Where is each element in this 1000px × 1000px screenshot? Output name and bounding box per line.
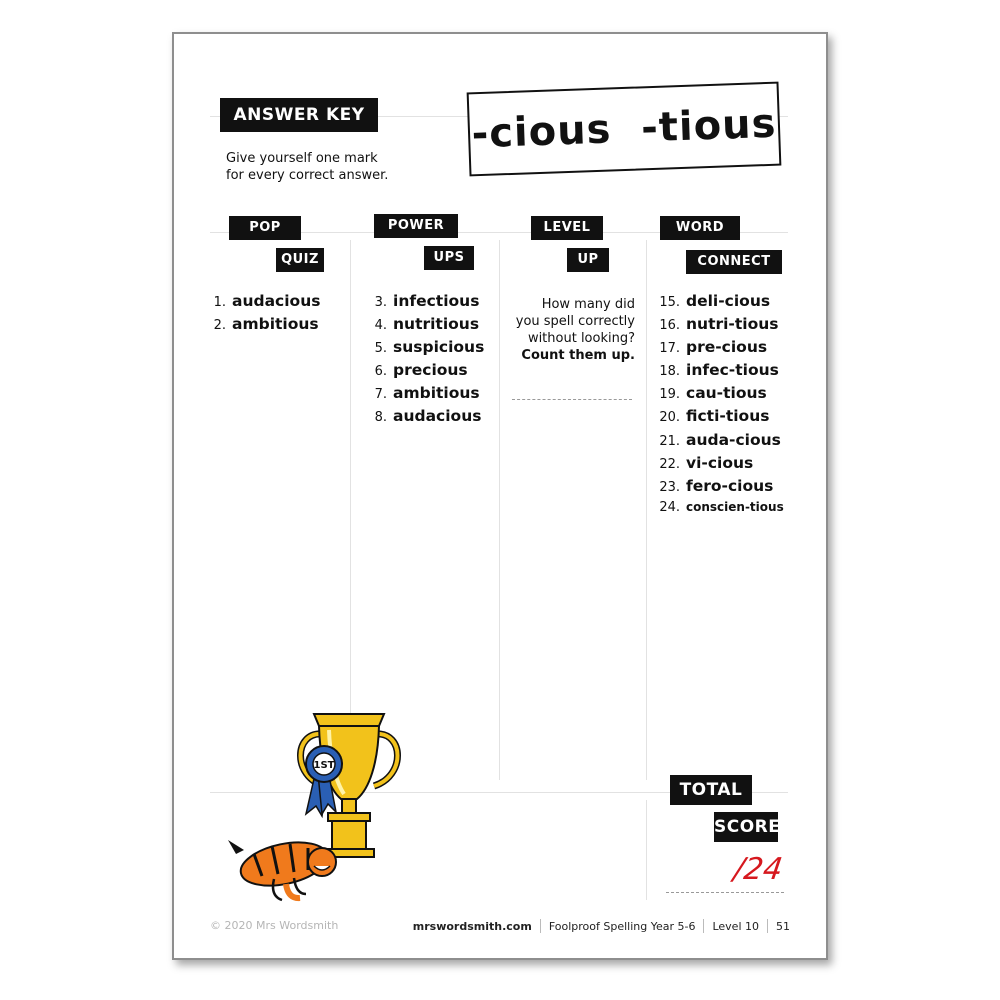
list-item: 15. deli-cious xyxy=(659,292,771,310)
word-tag: WORD xyxy=(660,216,740,240)
ribbon-label: 1ST xyxy=(313,760,335,771)
column-divider-1 xyxy=(350,240,351,780)
footer-info xyxy=(413,919,790,933)
list-item: 20. ficti-tious xyxy=(659,407,770,426)
column-divider-3 xyxy=(646,240,647,780)
list-item: 2. ambitious xyxy=(213,315,319,334)
list-item: 22. vi-cious xyxy=(659,453,754,472)
footer-divider xyxy=(540,919,541,933)
score-line xyxy=(666,892,784,893)
intro-text xyxy=(226,150,426,184)
column-divider-2 xyxy=(499,240,500,780)
list-item: 5. suspicious xyxy=(374,338,485,357)
list-item: 16. nutri-tious xyxy=(659,315,779,334)
power-ups-answers xyxy=(363,292,484,431)
list-item: 24. conscien-tious xyxy=(659,499,784,515)
up-tag: UP xyxy=(567,248,609,272)
list-item: 19. cau-tious xyxy=(659,384,767,403)
footer-site: mrswordsmith.com xyxy=(412,919,532,933)
list-item: 17. pre-cious xyxy=(659,338,768,357)
suffix-title: -cious -tious xyxy=(470,100,778,158)
power-tag: POWER xyxy=(374,214,458,238)
intro-line-1: Give yourself one mark xyxy=(226,151,378,166)
worksheet-page xyxy=(172,32,828,960)
score-tag: SCORE xyxy=(714,812,778,842)
list-item: 18. infec-tious xyxy=(659,361,779,380)
pop-quiz-answers xyxy=(202,292,320,338)
list-item: 23. fero-cious xyxy=(659,476,774,495)
footer-book: Foolproof Spelling Year 5-6 xyxy=(548,919,696,933)
level-up-answer-line xyxy=(512,399,632,400)
footer-divider xyxy=(703,919,704,933)
connect-tag: CONNECT xyxy=(686,250,782,274)
footer-level: Level 10 xyxy=(712,919,759,933)
score-divider xyxy=(646,800,647,900)
copyright: © 2020 Mrs Wordsmith xyxy=(210,919,339,932)
list-item: 21. auda-cious xyxy=(659,430,781,449)
word-connect-answers xyxy=(656,292,784,523)
list-item: 3. infectious xyxy=(374,292,480,310)
list-item: 7. ambitious xyxy=(374,384,480,403)
trophy-tiger-illustration xyxy=(224,704,414,904)
list-item: 6. precious xyxy=(374,361,468,380)
list-item: 4. nutritious xyxy=(374,315,480,334)
total-score-value: /24 xyxy=(731,852,785,887)
list-item: 8. audacious xyxy=(374,407,482,426)
page-number: 51 xyxy=(776,919,790,933)
level-up-question: How many did you spell correctly without looking? Count them up. xyxy=(515,297,635,363)
total-tag: TOTAL xyxy=(670,775,752,805)
answer-key-tag: ANSWER KEY xyxy=(220,98,378,132)
intro-line-2: for every correct answer. xyxy=(226,168,389,183)
tiger-icon xyxy=(228,835,336,900)
footer-divider xyxy=(767,919,768,933)
suffix-title-box xyxy=(467,82,782,177)
ups-tag: UPS xyxy=(424,246,474,270)
level-tag: LEVEL xyxy=(531,216,603,240)
pop-tag: POP xyxy=(229,216,301,240)
list-item: 1. audacious xyxy=(213,292,321,310)
quiz-tag: QUIZ xyxy=(276,248,324,272)
